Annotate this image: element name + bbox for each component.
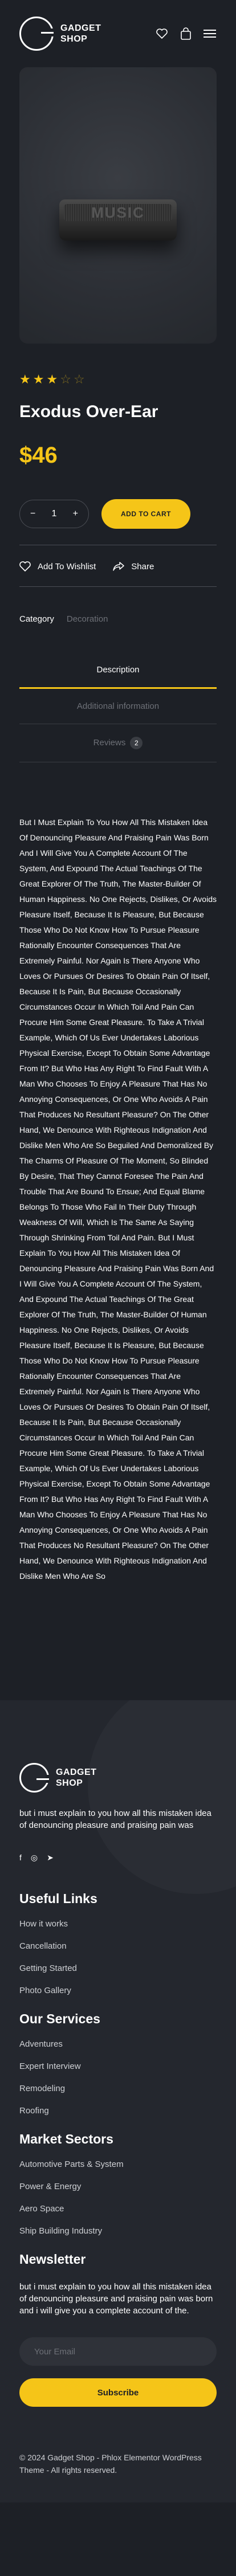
star-filled-icon: ★ xyxy=(32,372,44,386)
tab-reviews[interactable] xyxy=(19,724,217,762)
reviews-count-badge: 2 xyxy=(130,737,143,749)
star-empty-icon: ☆ xyxy=(73,372,85,386)
footer-about: but i must explain to you how all this mistaken idea of denouncing pleasure and praising pain was xyxy=(19,1808,211,1830)
wishlist-link[interactable] xyxy=(19,561,96,571)
footer-link[interactable]: Expert Interview xyxy=(19,2061,81,2071)
instagram-icon[interactable]: ◎ xyxy=(30,1853,38,1862)
menu-icon[interactable] xyxy=(203,27,217,40)
footer-logo[interactable] xyxy=(19,1763,217,1793)
tab-reviews-label: Reviews xyxy=(93,738,126,748)
star-empty-icon: ☆ xyxy=(60,372,71,386)
footer-link[interactable]: Roofing xyxy=(19,2106,49,2116)
email-field[interactable] xyxy=(19,2337,217,2366)
footer-link[interactable]: Remodeling xyxy=(19,2084,66,2093)
services-list xyxy=(19,2039,217,2116)
social-links xyxy=(19,1853,217,1863)
brand-line-1: GADGET xyxy=(60,23,101,33)
services-title: Our Services xyxy=(19,2011,100,2026)
share-link[interactable] xyxy=(113,561,154,571)
site-footer xyxy=(0,1700,236,2502)
telegram-icon[interactable]: ➤ xyxy=(47,1853,54,1862)
facebook-icon[interactable]: f xyxy=(19,1853,22,1862)
minus-button[interactable]: − xyxy=(30,509,36,519)
product-title: Exodus Over-Ear xyxy=(19,402,158,421)
footer-link[interactable]: Cancellation xyxy=(19,1941,67,1951)
footer-link[interactable]: Photo Gallery xyxy=(19,1986,71,1995)
footer-brand-line-1: GADGET xyxy=(56,1767,97,1777)
category-label: Category xyxy=(19,614,54,624)
subscribe-button[interactable]: Subscribe xyxy=(19,2378,217,2407)
useful-links-list xyxy=(19,1919,217,1995)
wishlist-label: Add To Wishlist xyxy=(38,561,96,571)
sectors-title: Market Sectors xyxy=(19,2132,113,2146)
bag-icon[interactable] xyxy=(179,27,193,40)
product-image[interactable] xyxy=(19,67,217,344)
tab-additional-information[interactable]: Additional information xyxy=(19,689,217,724)
logo-mark-icon xyxy=(19,1763,49,1793)
footer-link[interactable]: Power & Energy xyxy=(19,2182,82,2191)
quantity-value[interactable]: 1 xyxy=(51,509,57,519)
plus-button[interactable]: + xyxy=(72,509,78,519)
copyright: © 2024 Gadget Shop - Phlox Elementor WordPress Theme - All rights reserved. xyxy=(19,2453,202,2475)
footer-decor xyxy=(88,1700,236,1894)
brand-line-2: SHOP xyxy=(60,34,88,44)
divider xyxy=(19,586,217,587)
footer-link[interactable]: Automotive Parts & System xyxy=(19,2159,124,2169)
logo-mark-icon xyxy=(19,17,54,51)
logo[interactable] xyxy=(19,17,101,51)
footer-brand-line-2: SHOP xyxy=(56,1778,83,1788)
product-price: $46 xyxy=(19,443,58,468)
heart-icon xyxy=(19,561,31,571)
share-label: Share xyxy=(131,561,154,571)
star-filled-icon: ★ xyxy=(19,372,31,386)
footer-link[interactable]: Aero Space xyxy=(19,2204,64,2214)
speaker-label: MUSIC xyxy=(91,203,145,221)
category-value[interactable]: Decoration xyxy=(66,614,108,624)
product-tabs xyxy=(19,652,217,762)
footer-link[interactable]: Getting Started xyxy=(19,1963,77,1973)
quantity-stepper[interactable] xyxy=(19,500,89,528)
footer-link[interactable]: Ship Building Industry xyxy=(19,2226,103,2236)
speaker-illustration xyxy=(59,199,177,240)
newsletter-title: Newsletter xyxy=(19,2252,86,2267)
site-header xyxy=(0,0,236,67)
product-category xyxy=(19,614,217,624)
add-to-cart-button[interactable]: ADD TO CART xyxy=(101,499,190,529)
tab-description[interactable]: Description xyxy=(19,652,217,689)
share-icon xyxy=(113,561,124,571)
newsletter-text: but i must explain to you how all this mistaken idea of denouncing pleasure and praising pain was born and i will give you a complete account of the. xyxy=(19,2282,213,2316)
heart-icon[interactable] xyxy=(155,27,169,40)
useful-links-title: Useful Links xyxy=(19,1891,97,1906)
footer-link[interactable]: Adventures xyxy=(19,2039,63,2049)
star-rating xyxy=(19,373,217,386)
star-filled-icon: ★ xyxy=(46,372,58,386)
sectors-list xyxy=(19,2159,217,2236)
footer-link[interactable]: How it works xyxy=(19,1919,68,1929)
product-description: But I Must Explain To You How All This Mistaken Idea Of Denouncing Pleasure And Praising Pain Was Born And I Will Give You A Complete Account Of The System, And Expound The Actual Teachings Of The Great Explorer Of The Truth, The Master-Builder Of Human Happiness. No One Rejects, Dislikes, Or Avoids Pleasure Itself, Because It Is Pleasure, But Because Those Who Do Not Know How To Pursue Pleasure Rationally Encounter Consequences That Are Extremely Painful. Nor Again Is There Anyone Who Loves Or Pursues Or Desires To Obtain Pain Of Itself, Because It Is Pain, But Because Occasionally Circumstances Occur In Which Toil And Pain Can Procure Him Some Great Pleasure. To Take A Trivial Example, Which Of Us Ever Undertakes Laborious Physical Exercise, Except To Obtain Some Advantage From It? But Who Has Any Right To Find Fault With A Man Who Chooses To Enjoy A Pleasure That Has No Annoying Consequences, Or One Who Avoids A Pain That Produces No Resultant Pleasure? On The Other Hand, We Denounce With Righteous Indignation And Dislike Men Who Are So Beguiled And Demoralized By The Charms Of Pleasure Of The Moment, So Blinded By Desire, That They Cannot Foresee The Pain And Trouble That Are Bound To Ensue; And Equal Blame Belongs To Those Who Fail In Their Duty Through Weakness Of Will, Which Is The Same As Saying Through Shrinking From Toil And Pain. But I Must Explain To You How All This Mistaken Idea Of Denouncing Pleasure And Praising Pain Was Born And I Will Give You A Complete Account Of The System, And Expound The Actual Teachings Of The Great Explorer Of The Truth, The Master-Builder Of Human Happiness. No One Rejects, Dislikes, Or Avoids Pleasure Itself, Because It Is Pleasure, But Because Those Who Do Not Know How To Pursue Pleasure Rationally Encounter Consequences That Are Extremely Painful. Nor Again Is There Anyone Who Loves Or Pursues Or Desires To Obtain Pain Of Itself, Because It Is Pain, But Because Occasionally Circumstances Occur In Which Toil And Pain Can Procure Him Some Great Pleasure. To Take A Trivial Example, Which Of Us Ever Undertakes Laborious Physical Exercise, Except To Obtain Some Advantage From It? But Who Has Any Right To Find Fault With A Man Who Chooses To Enjoy A Pleasure That Has No Annoying Consequences, Or One Who Avoids A Pain That Produces No Resultant Pleasure? On The Other Hand, We Denounce With Righteous Indignation And Dislike Men Who Are So xyxy=(19,818,217,1581)
